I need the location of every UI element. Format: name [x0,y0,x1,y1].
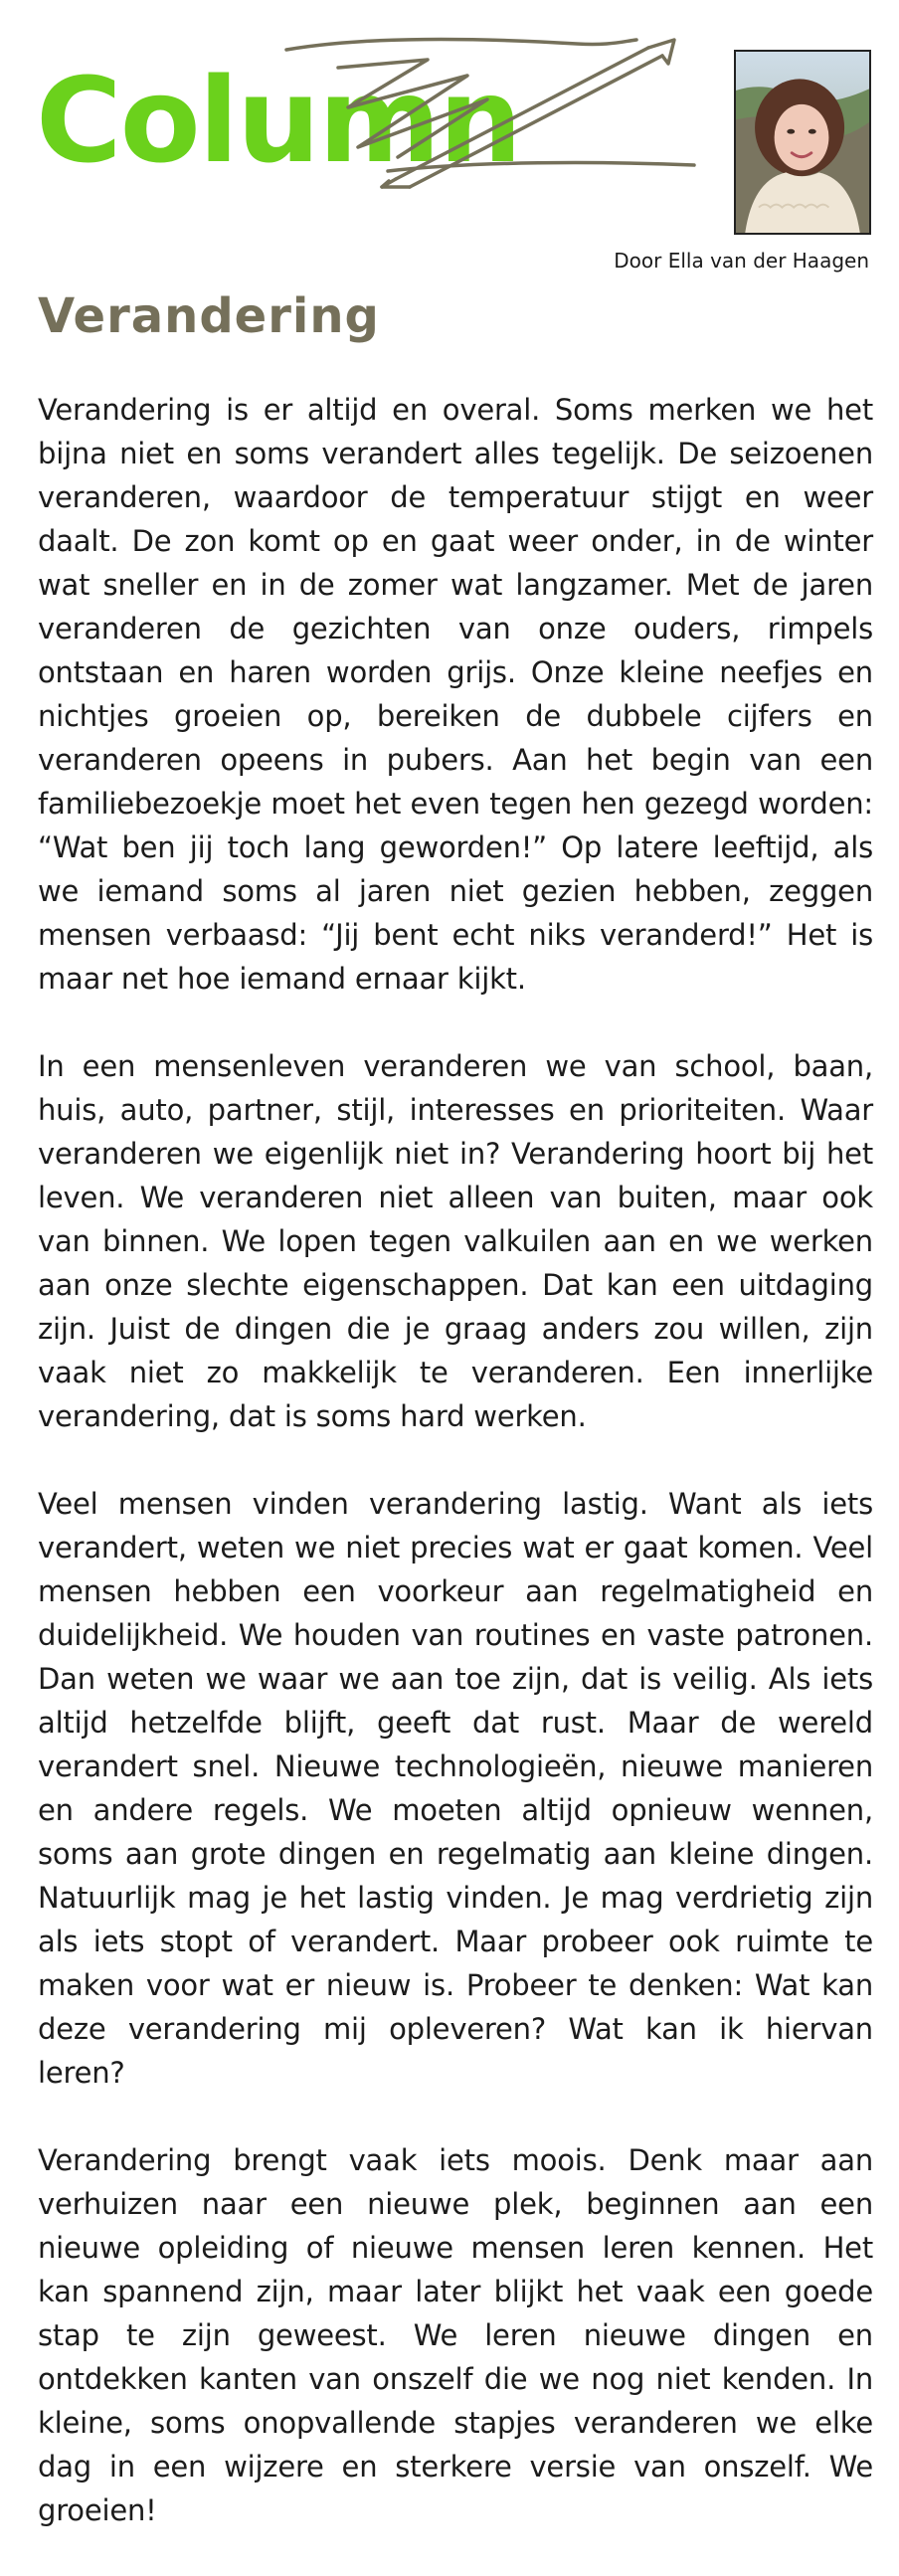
article-body [38,388,873,2576]
article-paragraph: Verandering is er altijd en overal. Soms merken we het bijna niet en soms verandert alles tegelijk. De seizoenen veranderen, waardoor de temperatuur stijgt en weer daalt. De zon komt op en gaat weer onder, in de winter wat sneller en in de zomer wat langzamer. Met de jaren veranderen de gezichten van onze ouders, rimpels ontstaan en haren worden grijs. Onze kleine neefjes en nichtjes groeien op, bereiken de dubbele cijfers en veranderen opeens in pubers. Aan het begin van een familiebezoekje moet het even tegen hen gezegd worden: “Wat ben jij toch lang geworden!” Op latere leeftijd, als we iemand soms al jaren niet gezien hebben, zeggen mensen verbaasd: “Jij bent echt niks veranderd!” Het is maar net hoe iemand ernaar kijkt. [38,393,873,996]
article-paragraph: Veel mensen vinden verandering lastig. Want als iets verandert, weten we niet precies wat er gaat komen. Veel mensen hebben een voorkeur aan regelmatigheid en duidelijkheid. We houden van routines en vaste patronen. Dan weten we waar we aan toe zijn, dat is veilig. Als iets altijd hetzelfde blijft, geeft dat rust. Maar de wereld verandert snel. Nieuwe technologieën, nieuwe manieren en andere regels. We moeten altijd opnieuw wennen, soms aan grote dingen en regelmatig aan kleine dingen. Natuurlijk mag je het lastig vinden. Je mag verdrietig zijn als iets stopt of verandert. Maar probeer ook ruimte te maken voor wat er nieuw is. Probeer te denken: Wat kan deze verandering mij opleveren? Wat kan ik hiervan leren? [38,1487,873,2090]
article-title: Verandering [38,288,380,344]
article-paragraph: Verandering brengt vaak iets moois. Denk maar aan verhuizen naar een nieuwe plek, beginnen aan een nieuwe opleiding of nieuwe mensen leren kennen. Het kan spannend zijn, maar later blijkt het vaak een goede stap te zijn geweest. We leren nieuwe dingen en ontdekken kanten van onszelf die we nog niet kenden. In kleine, soms onopvallende stapjes veranderen we elke dag in een wijzere en sterkere versie van onszelf. We groeien! [38,2143,873,2527]
article-paragraph: In een mensenleven veranderen we van school, baan, huis, auto, partner, stijl, interesses en prioriteiten. Waar veranderen we eigenlijk niet in? Verandering hoort bij het leven. We veranderen niet alleen van buiten, maar ook van binnen. We lopen tegen valkuilen aan en we werken aan onze slechte eigenschappen. Dat kan een uitdaging zijn. Juist de dingen die je graag anders zou willen, zijn vaak niet zo makkelijk te veranderen. Een innerlijke verandering, dat is soms hard werken. [38,1049,873,1433]
author-byline: Door Ella van der Haagen [614,249,869,273]
column-label: Column [36,52,521,189]
pen-scribble-icon [278,30,696,189]
author-photo [734,50,871,235]
column-header [0,0,899,288]
